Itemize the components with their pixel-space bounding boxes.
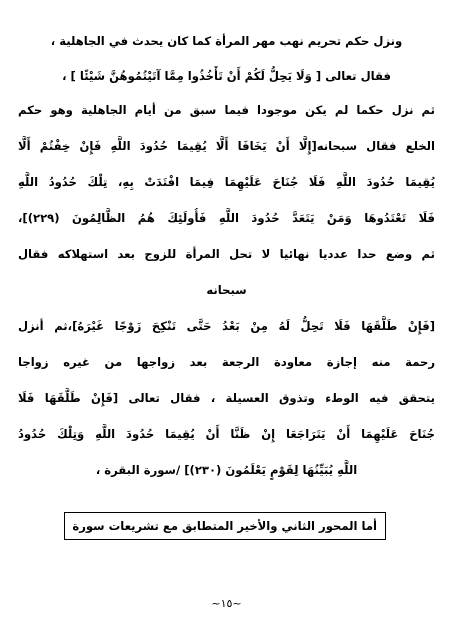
page-number: ~١٥~	[211, 597, 242, 610]
text-line-11: يتحقق فيه الوطء وتذوق العسيلة ، فقال تعالى [فَإِنْ طَلَّقَهَا فَلَا	[18, 391, 435, 405]
text-line-10: رحمة منه إجازة معاودة الرجعة بعد زواجها من غيره زواجا	[18, 355, 435, 369]
text-line-5: يُقِيمَا حُدُودَ اللَّهِ فَلَا جُنَاحَ عَلَيْهِمَا فِيمَا افْتَدَتْ بِهِ، تِلْكَ حُدُودُ اللَّهِ	[18, 175, 435, 189]
text-line-7: ثم وضع حدا عدديا نهائيا لا تحل المرأة للزوج بعد استهلاكه فقال	[18, 247, 435, 261]
text-line-8: سبحانه	[206, 283, 247, 297]
text-line-1: ونزل حكم تحريم نهب مهر المرأة كما كان يحدث في الجاهلية ،	[50, 34, 403, 48]
text-line-4: الخلع فقال سبحانه[إِلَّا أَنْ يَخَافَا أَلَّا يُقِيمَا حُدُودَ اللَّهِ فَإِنْ خِفْتُمْ أَلَّا	[18, 139, 435, 153]
text-line-9: [فَإِنْ طَلَّقَهَا فَلَا تَحِلُّ لَهُ مِنْ بَعْدُ حَتَّى تَنْكِحَ زَوْجًا غَيْرَهُ]،ثم أنزل	[18, 319, 435, 333]
boxed-heading: أما المحور الثاني والأخير المتطابق مع تشريعات سورة	[64, 512, 386, 540]
text-line-6: فَلَا تَعْتَدُوهَا وَمَنْ يَتَعَدَّ حُدُودَ اللَّهِ فَأُولَئِكَ هُمُ الظَّالِمُونَ (٢٢٩)]،	[18, 211, 435, 225]
text-line-13: اللَّهِ يُبَيِّنُهَا لِقَوْمٍ يَعْلَمُونَ (٢٣٠)] /سورة البقرة ،	[95, 463, 358, 477]
text-line-2: فقال تعالى [ وَلَا يَحِلُّ لَكُمْ أَنْ تَأْخُذُوا مِمَّا آتَيْتُمُوهُنَّ شَيْئًا ] ،	[62, 69, 391, 83]
text-line-12: جُنَاحَ عَلَيْهِمَا أَنْ يَتَرَاجَعَا إِنْ ظَنَّا أَنْ يُقِيمَا حُدُودَ اللَّهِ وَتِلْكَ حُدُودُ	[18, 427, 435, 441]
text-line-3: ثم نزل حكما لم يكن موجودا فيما سبق من أيام الجاهلية وهو حكم	[18, 103, 435, 117]
